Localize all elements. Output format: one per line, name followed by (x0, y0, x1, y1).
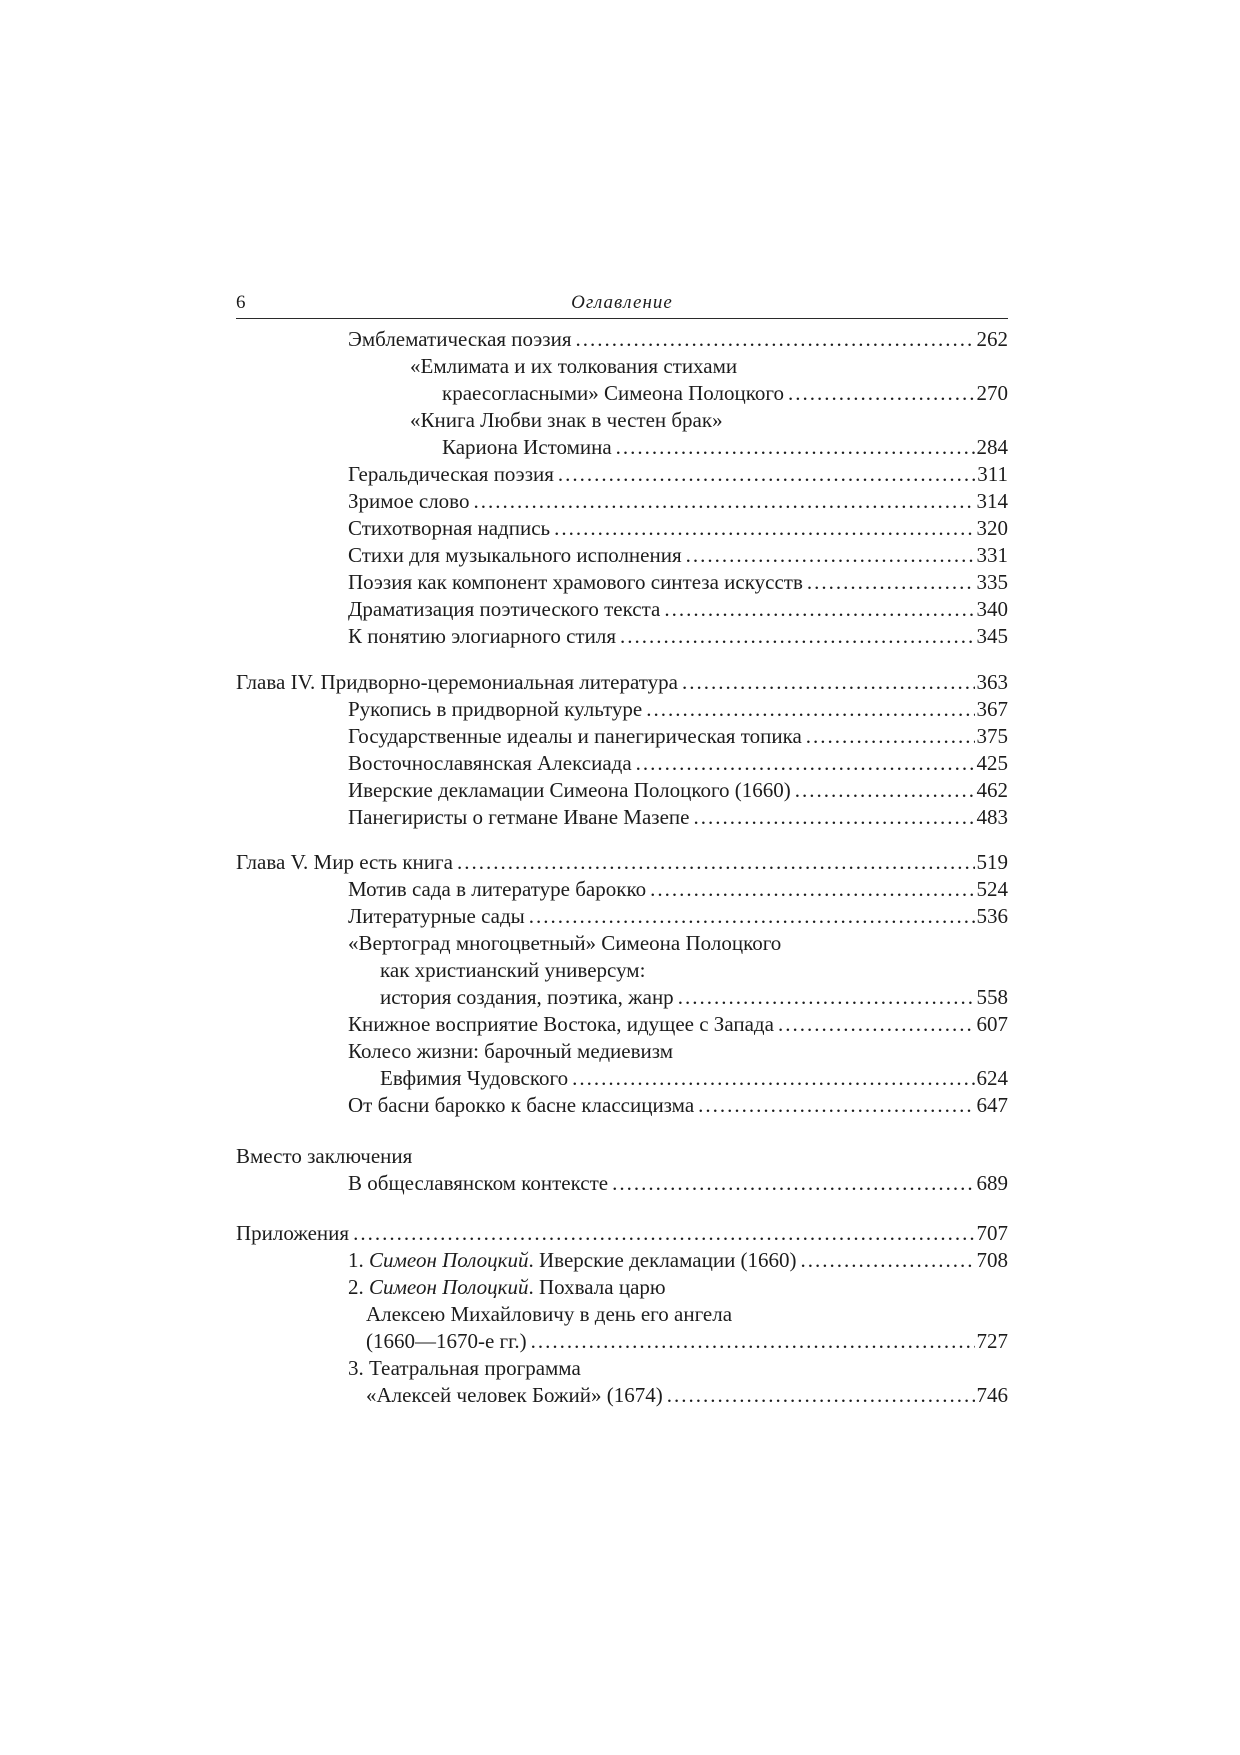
dot-leader (636, 750, 975, 777)
dot-leader (457, 849, 975, 876)
dot-leader (807, 569, 975, 596)
toc-entry-line (236, 930, 1008, 957)
dot-leader (667, 1382, 975, 1409)
dot-leader (646, 696, 974, 723)
toc-entry-page: 558 (976, 985, 1008, 1009)
toc-entry-line (236, 957, 1008, 984)
toc-entry-page: 524 (976, 877, 1008, 901)
appendix-title: . Похвала царю (528, 1275, 666, 1299)
toc-entry-title: Геральдическая поэзия (348, 462, 554, 486)
toc-entry-title: Восточнославянская Алексиада (348, 751, 632, 775)
toc-entry-page: 331 (976, 543, 1008, 567)
toc-entry-title: В общеславянском контексте (348, 1171, 609, 1195)
toc-entry-page: 624 (976, 1066, 1008, 1090)
dot-leader (678, 984, 975, 1011)
toc-chapter-page: 707 (976, 1221, 1008, 1245)
toc-entry-title: Мотив сада в литературе барокко (348, 877, 647, 901)
running-title: Оглавление (571, 292, 673, 313)
appendix-number: 1. (348, 1248, 369, 1272)
toc-chapter (236, 669, 1008, 696)
toc-entry-title: Книжное восприятие Востока, идущее с Запада (348, 1012, 774, 1036)
toc-entry-page: 483 (976, 805, 1008, 829)
dot-leader (693, 804, 974, 831)
toc-entry (236, 876, 1008, 903)
toc-entry (236, 326, 1008, 353)
toc-entry-page: 262 (976, 327, 1008, 351)
toc-entry (236, 696, 1008, 723)
toc-chapter (236, 1143, 1008, 1170)
toc-entry-page: 647 (976, 1093, 1008, 1117)
toc-chapter-title: Вместо заключения (236, 1144, 413, 1168)
toc-entry-title: Поэзия как компонент храмового синтеза искусств (348, 570, 803, 594)
appendix-author: Симеон Полоцкий (369, 1275, 529, 1299)
toc-entry-title: Иверские декламации Симеона Полоцкого (1660) (348, 778, 791, 802)
toc-entry-title: Панегиристы о гетмане Иване Мазепе (348, 805, 690, 829)
toc-entry-title: Драматизация поэтического текста (348, 597, 661, 621)
dot-leader (650, 876, 974, 903)
toc-entry (236, 1247, 1008, 1274)
dot-leader (572, 1065, 974, 1092)
toc-entry-title: Стихи для музыкального исполнения (348, 543, 682, 567)
dot-leader (620, 623, 975, 650)
toc-entry (236, 1011, 1008, 1038)
toc-chapter-title: Глава V. Мир есть книга (236, 850, 453, 874)
dot-leader (682, 669, 974, 696)
toc-entry (236, 623, 1008, 650)
toc-entry-page: 607 (976, 1012, 1008, 1036)
dot-leader (616, 434, 975, 461)
dot-leader (698, 1092, 974, 1119)
dot-leader (554, 515, 974, 542)
toc-entry-page: 314 (976, 489, 1008, 513)
dot-leader (806, 723, 975, 750)
toc-entry-title: «Книга Любви знак в честен брак» (410, 408, 723, 432)
dot-leader (788, 380, 975, 407)
toc-entry-page: 284 (976, 435, 1008, 459)
toc-entry-page: 708 (976, 1248, 1008, 1272)
appendix-author: Симеон Полоцкий (369, 1248, 529, 1272)
dot-leader (353, 1220, 974, 1247)
toc-chapter-title: Приложения (236, 1221, 350, 1245)
toc-entry-title: Стихотворная надпись (348, 516, 551, 540)
toc-entry (236, 1065, 1008, 1092)
toc-entry-title: как христианский универсум: (380, 958, 646, 982)
toc-entry-page: 746 (976, 1383, 1008, 1407)
toc-chapter-title: Глава IV. Придворно-церемониальная литература (236, 670, 679, 694)
page-number: 6 (236, 292, 246, 313)
toc-entry (236, 380, 1008, 407)
toc-entry-title: Евфимия Чудовского (380, 1066, 569, 1090)
toc-entry-title: Государственные идеалы и панегирическая топика (348, 724, 802, 748)
dot-leader (531, 1328, 975, 1355)
toc-entry-page: 345 (976, 624, 1008, 648)
toc-entry-page: 320 (976, 516, 1008, 540)
toc-entry (236, 777, 1008, 804)
toc-entry-page: 335 (976, 570, 1008, 594)
dot-leader (664, 596, 974, 623)
toc-entry-page: 270 (976, 381, 1008, 405)
dot-leader (778, 1011, 975, 1038)
toc-entry-title: От басни барокко к басне классицизма (348, 1093, 695, 1117)
toc-entry-title: Рукопись в придворной культуре (348, 697, 643, 721)
toc-entry-page: 425 (976, 751, 1008, 775)
toc-entry-line (236, 1038, 1008, 1065)
appendix-title: . Иверские декламации (1660) (528, 1248, 797, 1272)
toc-entry (236, 723, 1008, 750)
dot-leader (529, 903, 975, 930)
toc-entry (236, 542, 1008, 569)
toc-entry-page: 689 (976, 1171, 1008, 1195)
toc-entry-title: 3. Театральная программа (348, 1356, 581, 1380)
toc-entry-title: Колесо жизни: барочный медиевизм (348, 1039, 674, 1063)
toc-entry (236, 434, 1008, 461)
toc-entry (236, 1092, 1008, 1119)
toc-entry-title: «Вертоград многоцветный» Симеона Полоцкого (348, 931, 782, 955)
toc-entry-page: 311 (977, 462, 1008, 486)
dot-leader (576, 326, 975, 353)
toc-entry-page: 462 (976, 778, 1008, 802)
toc-entry-title: Алексею Михайловичу в день его ангела (366, 1302, 733, 1326)
toc-entry-line (236, 407, 1008, 434)
toc-entry-title: краесогласными» Симеона Полоцкого (442, 381, 784, 405)
toc-entry-title: (1660—1670-е гг.) (366, 1329, 527, 1353)
toc-entry-page: 375 (976, 724, 1008, 748)
toc-entry-page: 727 (976, 1329, 1008, 1353)
toc-entry (236, 804, 1008, 831)
toc-chapter (236, 849, 1008, 876)
toc-entry (236, 1382, 1008, 1409)
toc-entry-line (236, 1355, 1008, 1382)
toc-entry (236, 461, 1008, 488)
page-header (236, 290, 1008, 319)
toc-entry (236, 984, 1008, 1011)
toc-entry-line (236, 353, 1008, 380)
toc-chapter (236, 1220, 1008, 1247)
toc-chapter-page: 519 (976, 850, 1008, 874)
toc-entry-title: К понятию элогиарного стиля (348, 624, 616, 648)
toc-entry-page: 536 (976, 904, 1008, 928)
toc-entry (236, 903, 1008, 930)
toc-entry-page: 340 (976, 597, 1008, 621)
dot-leader (473, 488, 974, 515)
toc-entry-title: «Емлимата и их толкования стихами (410, 354, 738, 378)
toc-entry-title: «Алексей человек Божий» (1674) (366, 1383, 663, 1407)
toc-entry-title: Кариона Истомина (442, 435, 612, 459)
toc-entry (236, 1328, 1008, 1355)
toc-entry (236, 750, 1008, 777)
toc-entry (236, 515, 1008, 542)
toc-entry (236, 1170, 1008, 1197)
toc-entry (236, 596, 1008, 623)
toc-entry-title: Эмблематическая поэзия (348, 327, 572, 351)
toc-entry-title: история создания, поэтика, жанр (380, 985, 674, 1009)
toc-entry-line (236, 1274, 1008, 1301)
toc-entry-title: Литературные сады (348, 904, 525, 928)
dot-leader (686, 542, 975, 569)
toc-chapter-page: 363 (976, 670, 1008, 694)
dot-leader (801, 1247, 975, 1274)
toc-entry-page: 367 (976, 697, 1008, 721)
table-of-contents (236, 326, 1008, 1409)
dot-leader (795, 777, 975, 804)
dot-leader (612, 1170, 974, 1197)
toc-entry-title: Зримое слово (348, 489, 470, 513)
toc-entry (236, 569, 1008, 596)
appendix-number: 2. (348, 1275, 369, 1299)
toc-entry-line (236, 1301, 1008, 1328)
toc-entry (236, 488, 1008, 515)
toc-entry-title (348, 1247, 797, 1274)
dot-leader (558, 461, 975, 488)
